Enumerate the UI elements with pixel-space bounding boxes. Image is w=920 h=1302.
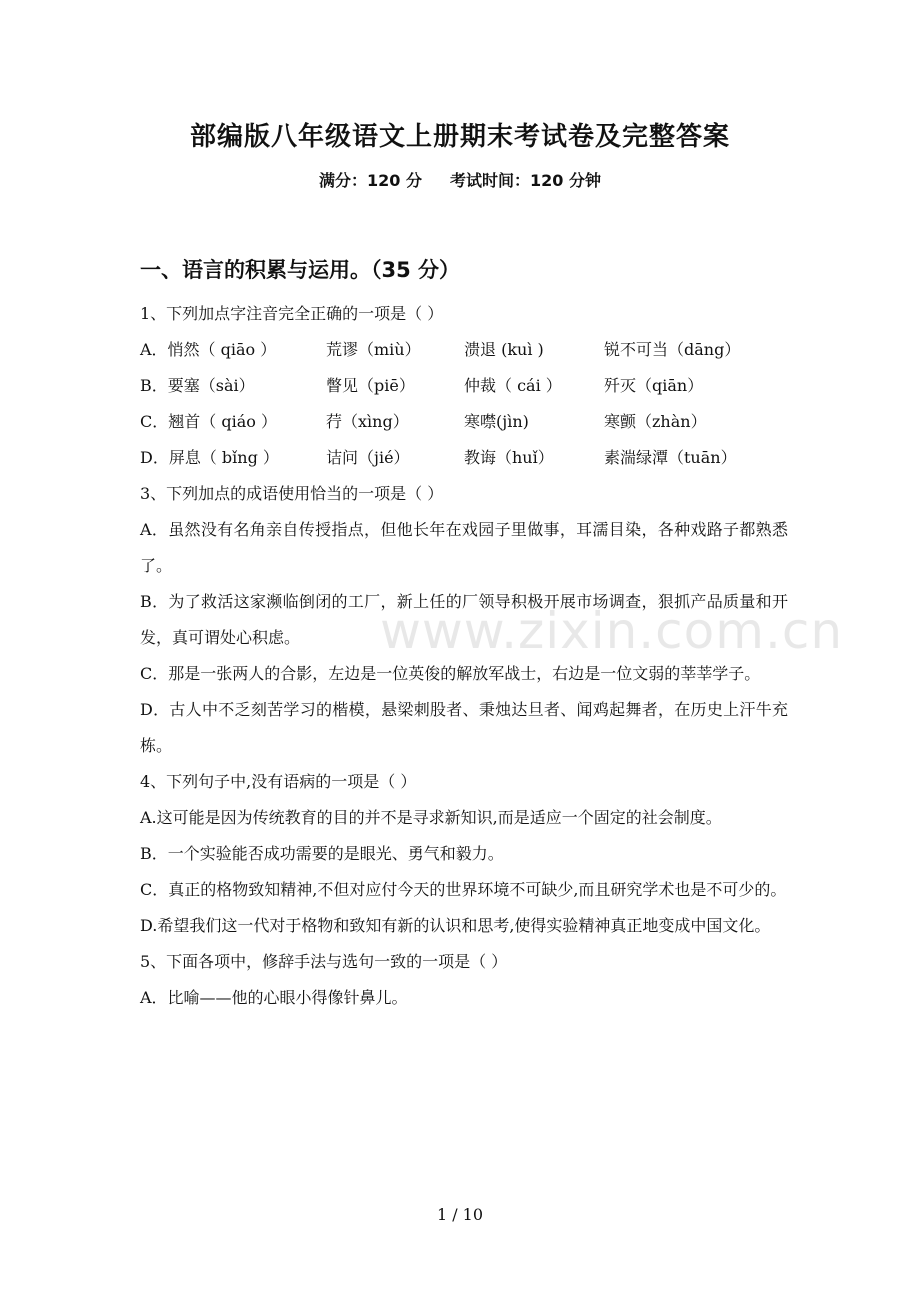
exam-time: 考试时间：120 分钟 bbox=[450, 171, 601, 190]
option-cell: A．悄然（ qiāo ） bbox=[140, 340, 277, 359]
option-cell: 素湍绿潭（tuān） bbox=[604, 448, 737, 467]
option-cell: 荇（xìng） bbox=[326, 412, 409, 431]
question-1-option-row bbox=[140, 368, 788, 404]
option-cell: 锐不可当（dāng） bbox=[604, 340, 741, 359]
question-3-stem: 3、下列加点的成语使用恰当的一项是（ ） bbox=[140, 484, 444, 503]
question-1-option-row bbox=[140, 440, 788, 476]
watermark: www.zixin.com.cn bbox=[380, 602, 844, 660]
page-number: 1 / 10 bbox=[436, 1205, 484, 1224]
exam-info bbox=[0, 168, 920, 191]
question-4-option-a: A.这可能是因为传统教育的目的并不是寻求新知识,而是适应一个固定的社会制度。 bbox=[140, 808, 722, 827]
question-1-stem: 1、下列加点字注音完全正确的一项是（ ） bbox=[140, 304, 444, 323]
option-cell: 寒噤(jìn) bbox=[464, 412, 529, 431]
option-cell: 瞥见（piē） bbox=[326, 376, 415, 395]
question-4-option-d: D.希望我们这一代对于格物和致知有新的认识和思考,使得实验精神真正地变成中国文化。 bbox=[140, 916, 771, 935]
questions-body bbox=[140, 296, 788, 1016]
option-cell: 教诲（huǐ） bbox=[464, 448, 554, 467]
option-cell: 诘问（jié） bbox=[326, 448, 410, 467]
option-cell: 荒谬（miù） bbox=[326, 340, 421, 359]
question-4-option-c: C．真正的格物致知精神,不但对应付今天的世界环境不可缺少,而且研究学术也是不可少的。 bbox=[140, 880, 787, 899]
option-cell: B．要塞（sài） bbox=[140, 376, 255, 395]
page-title: 部编版八年级语文上册期末考试卷及完整答案 bbox=[189, 122, 730, 152]
option-cell: 歼灭（qiān） bbox=[604, 376, 704, 395]
question-5-stem: 5、下面各项中，修辞手法与选句一致的一项是（ ） bbox=[140, 952, 508, 971]
question-3-option-c: C．那是一张两人的合影，左边是一位英俊的解放军战士，右边是一位文弱的莘莘学子。 bbox=[140, 664, 761, 683]
full-score: 满分：120 分 bbox=[319, 171, 422, 190]
option-cell: 寒颤（zhàn） bbox=[604, 412, 707, 431]
option-cell: C．翘首（ qiáo ） bbox=[140, 412, 277, 431]
question-4-stem: 4、下列句子中,没有语病的一项是（ ） bbox=[140, 772, 417, 791]
option-cell: D．屏息（ bǐng ） bbox=[140, 448, 279, 467]
question-5-option-a: A．比喻——他的心眼小得像针鼻儿。 bbox=[140, 988, 408, 1007]
option-cell: 仲裁（ cái ） bbox=[464, 376, 562, 395]
question-4-option-b: B．一个实验能否成功需要的是眼光、勇气和毅力。 bbox=[140, 844, 504, 863]
question-1-option-row bbox=[140, 332, 788, 368]
question-1-option-row bbox=[140, 404, 788, 440]
question-3-option-a: A．虽然没有名角亲自传授指点，但他长年在戏园子里做事，耳濡目染，各种戏路子都熟悉了。 bbox=[140, 520, 788, 575]
question-3-option-b: B．为了救活这家濒临倒闭的工厂，新上任的厂领导积极开展市场调查，狠抓产品质量和开发，真可谓处心积虑。 bbox=[140, 592, 788, 647]
section-heading: 一、语言的积累与运用。（35 分） bbox=[140, 258, 461, 282]
option-cell: 溃退 (kuì ) bbox=[464, 340, 544, 359]
question-3-option-d: D．古人中不乏刻苦学习的楷模，悬梁刺股者、秉烛达旦者、闻鸡起舞者，在历史上汗牛充栋。 bbox=[140, 700, 788, 755]
